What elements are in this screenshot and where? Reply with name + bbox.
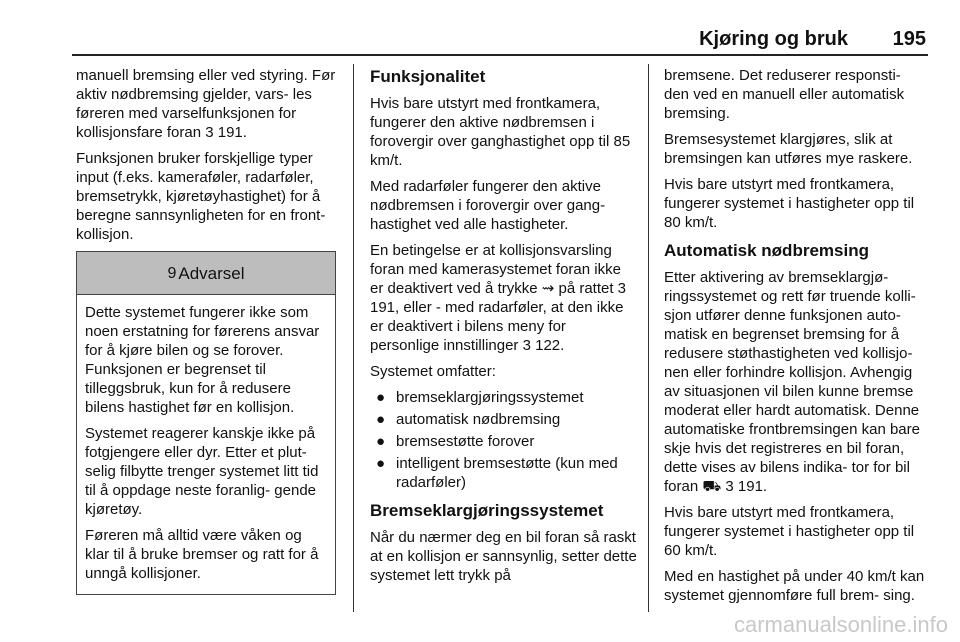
page-title: Kjøring og bruk xyxy=(699,28,848,50)
warning-body xyxy=(77,295,335,594)
column-divider-2 xyxy=(648,64,649,612)
page-number: 195 xyxy=(892,28,926,50)
section-heading-funksjonalitet: Funksjonalitet xyxy=(370,67,486,86)
list-item: ● automatisk nødbremsing xyxy=(376,411,561,428)
warning-paragraph: Systemet reagerer kanskje ikke på fotgjengere eller dyr. Etter et plut- selig filbytte trenger systemet litt tid til å oppdage neste foranlig- gende kjøretøy. xyxy=(85,425,319,518)
watermark: carmanualsonline.info xyxy=(733,612,948,637)
warning-box xyxy=(76,251,336,595)
warning-icon: 9 xyxy=(167,264,177,282)
list-item: ● bremsestøtte forover xyxy=(376,433,535,450)
column-3 xyxy=(664,66,926,612)
warning-paragraph: Føreren må alltid være våken og klar til å bruke bremser og ratt for å unngå kollisjoner. xyxy=(85,527,319,582)
list-item: ● intelligent bremsestøtte (kun med radarføler) xyxy=(376,455,618,491)
feature-list xyxy=(370,388,638,492)
paragraph: Når du nærmer deg en bil foran så raskt at en kollisjon er sannsynlig, setter dette systemet lett trykk på xyxy=(370,529,637,584)
paragraph: Med en hastighet på under 40 km/t kan systemet gjennomføre full brem- sing. xyxy=(664,568,925,604)
header-rule xyxy=(72,54,928,56)
warning-title: Advarsel xyxy=(178,263,245,283)
paragraph: manuell bremsing eller ved styring. Før aktiv nødbremsing gjelder, vars- les føreren med varselfunksjonen for kollisjonsfare foran 3 191. xyxy=(76,67,336,141)
list-item: ● bremseklargjøringssystemet xyxy=(376,389,584,406)
bullet-icon: ● xyxy=(376,433,386,450)
paragraph: Hvis bare utstyrt med frontkamera, fungerer den aktive nødbremsen i forovergir over ganghastighet opp til 85 km/t. xyxy=(370,95,631,169)
paragraph: Med radarføler fungerer den aktive nødbremsen i forovergir over gang- hastighet ved alle hastigheter. xyxy=(370,178,606,233)
column-2 xyxy=(370,66,638,592)
section-heading-automatisk-nodbremsing: Automatisk nødbremsing xyxy=(664,241,869,260)
warning-header xyxy=(77,252,335,295)
bullet-icon: ● xyxy=(376,389,386,406)
paragraph: Hvis bare utstyrt med frontkamera, fungerer systemet i hastigheter opp til 60 km/t. xyxy=(664,504,915,559)
page-header xyxy=(0,0,960,60)
section-heading-bremseklargjoring: Bremseklargjøringssystemet xyxy=(370,501,604,520)
bullet-icon: ● xyxy=(376,455,386,472)
paragraph: Etter aktivering av bremseklargjø- ringssystemet og rett før truende kolli- sjon utfører denne funksjonen auto- matisk en begrenset bremsing for å redusere støthastigheten ved kollisjo- nen eller forhindre kollisjon. Avhengig av situasjonen vil bilen kunne bremse moderat eller hardt automatisk. Denne automatiske frontbremsingen kan bare skje hvis det registreres en bil foran, dette vises av bilens indika- tor for bil foran ⛟ 3 191. xyxy=(664,269,920,495)
paragraph: bremsene. Det reduserer responsti- den ved en manuell eller automatisk bremsing. xyxy=(664,67,905,122)
paragraph: Systemet omfatter: xyxy=(370,363,496,380)
paragraph: En betingelse er at kollisjonsvarsling foran med kamerasystemet foran ikke er deaktivert ved å trykke ⇝ på rattet 3 191, eller - med radarføler, at den ikke er deaktivert i bilens meny for personlige innstillinger 3 122. xyxy=(370,242,627,354)
paragraph: Hvis bare utstyrt med frontkamera, fungerer systemet i hastigheter opp til 80 km/t. xyxy=(664,176,915,231)
column-divider-1 xyxy=(353,64,354,612)
bullet-icon: ● xyxy=(376,411,386,428)
column-1 xyxy=(76,66,338,595)
paragraph: Bremsesystemet klargjøres, slik at bremsingen kan utføres mye raskere. xyxy=(664,131,913,167)
paragraph: Funksjonen bruker forskjellige typer input (f.eks. kameraføler, radarføler, bremsetrykk, kjøretøyhastighet) for å beregne sannsynligheten for en front- kollisjon. xyxy=(76,150,326,243)
warning-paragraph: Dette systemet fungerer ikke som noen erstatning for førerens ansvar for å kjøre bilen og se forover. Funksjonen er begrenset til tilleggsbruk, kun for å redusere bilens hastighet før en kollisjon. xyxy=(85,304,320,416)
